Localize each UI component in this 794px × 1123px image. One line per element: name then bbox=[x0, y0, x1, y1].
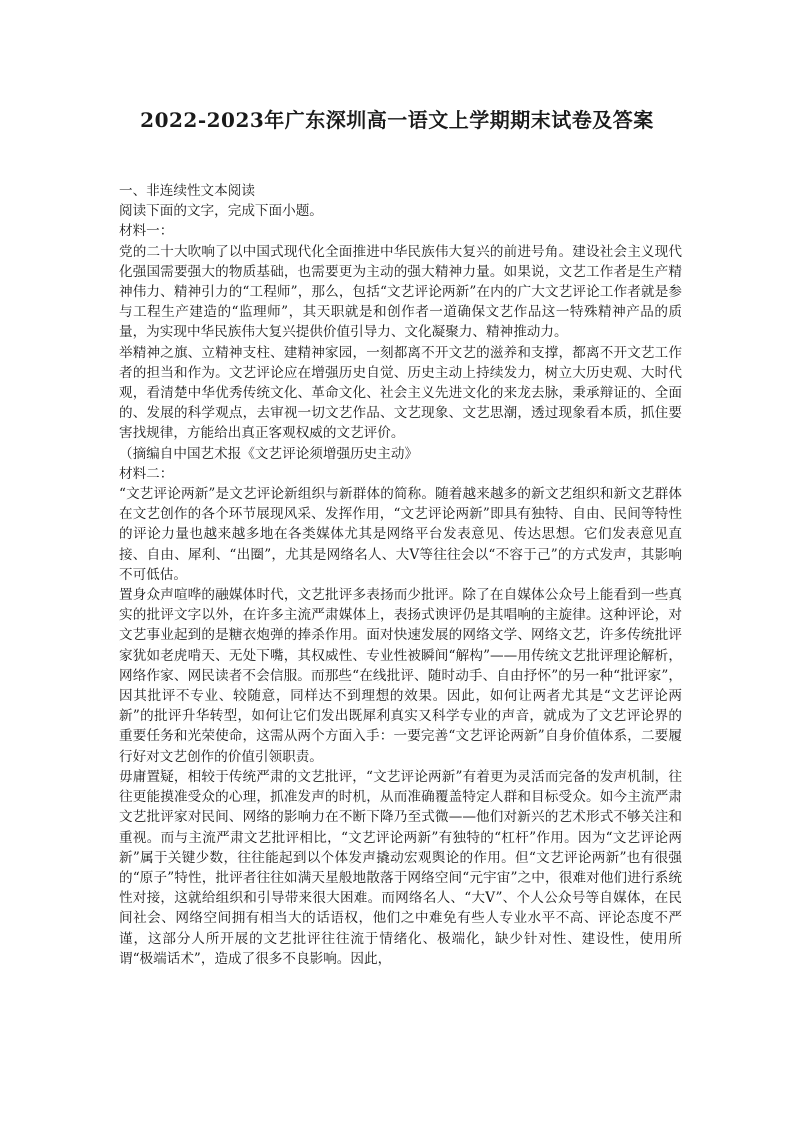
section-heading: 一、非连续性文本阅读 bbox=[119, 183, 255, 199]
body-paragraph: 党的二十大吹响了以中国式现代化全面推进中华民族伟大复兴的前进号角。建设社会主义现代化强国需要强大的物质基础，也需要更为主动的强大精神力量。如果说，文艺工作者是生产精神伟力、精神引力的“工程师”，那么，包括“文艺评论两新”在内的广大文艺评论工作者就是参与工程生产建造的“监理师”，其天职就是和创作者一道确保文艺作品这一特殊精神产品的质量，为实现中华民族伟大复兴提供价值引导力、文化凝聚力、精神推动力。 bbox=[119, 243, 682, 341]
body-paragraph: “文艺评论两新”是文艺评论新组织与新群体的简称。随着越来越多的新文艺组织和新文艺群体在文艺创作的各个环节展现风采、发挥作用，“文艺评论两新”即具有独特、自由、民间等特性的评论力量也越来越多地在各类媒体尤其是网络平台发表意见、传达思想。它们发表意见直接、自由、犀利、“出圈”，尤其是网络名人、大V等往往会以“不容于己”的方式发声，其影响不可低估。 bbox=[119, 486, 682, 583]
document-body bbox=[119, 181, 682, 969]
body-paragraph: 置身众声喧哗的融媒体时代，文艺批评多表扬而少批评。除了在自媒体公众号上能看到一些真实的批评文字以外，在许多主流严肃媒体上，表扬式谀评仍是其唱响的主旋律。这种评论，对文艺事业起到的是糖衣炮弹的捧杀作用。面对快速发展的网络文学、网络文艺，许多传统批评家犹如老虎啃天、无处下嘴，其权威性、专业性被瞬间“解构”——用传统文艺批评理论解析，网络作家、网民读者不会信服。而那些“在线批评、随时动手、自由抒怀”的另一种“批评家”，因其批评不专业、较随意，同样达不到理想的效果。因此，如何让两者尤其是“文艺评论两新”的批评升华转型，如何让它们发出既犀利真实又科学专业的声音，就成为了文艺评论界的重要任务和光荣使命，这需从两个方面入手：一要完善“文艺评论两新”自身价值体系，二要履行好对文艺创作的价值引领职责。 bbox=[119, 587, 682, 765]
body-paragraph: 举精神之旗、立精神支柱、建精神家园，一刻都离不开文艺的滋养和支撑，都离不开文艺工作者的担当和作为。文艺评论应在增强历史自觉、历史主动上持续发力，树立大历史观、大时代观，看清楚中华优秀传统文化、革命文化、社会主义先进文化的来龙去脉，秉承辩证的、全面的、发展的科学观点，去审视一切文艺作品、文艺现象、文艺思潮，透过现象看本质，抓住要害找规律，方能给出真正客观权威的文艺评价。 bbox=[119, 344, 682, 442]
source-citation: （摘编自中国艺术报《文艺评论须增强历史主动》 bbox=[119, 445, 419, 462]
material-one-label: 材料一： bbox=[119, 223, 174, 240]
document-title: 2022-2023年广东深圳高一语文上学期期末试卷及答案 bbox=[140, 108, 654, 132]
material-two-label: 材料二： bbox=[119, 465, 174, 482]
instruction-text: 阅读下面的文字，完成下面小题。 bbox=[119, 203, 323, 220]
body-paragraph: 毋庸置疑，相较于传统严肃的文艺批评，“文艺评论两新”有着更为灵活而完备的发声机制，往往更能摸准受众的心理，抓准发声的时机，从而准确覆盖特定人群和目标受众。如今主流严肃文艺批评家对民间、网络的影响力在不断下降乃至式微——他们对新兴的艺术形式不够关注和重视。而与主流严肃文艺批评相比，“文艺评论两新”有独特的“杠杆”作用。因为“文艺评论两新”属于关键少数，往往能起到以个体发声撬动宏观舆论的作用。但“文艺评论两新”也有很强的“原子”特性，批评者往往如满天星般地散落于网络空间“元宇宙”之中，很难对他们进行系统性对接，这就给组织和引导带来很大困难。而网络名人、“大V”、个人公众号等自媒体，在民间社会、网络空间拥有相当大的话语权，他们之中难免有些人专业水平不高、评论态度不严谨，这部分人所开展的文艺批评往往流于情绪化、极端化，缺少针对性、建设性，使用所谓“极端话术”，造成了很多不良影响。因此， bbox=[119, 768, 682, 967]
